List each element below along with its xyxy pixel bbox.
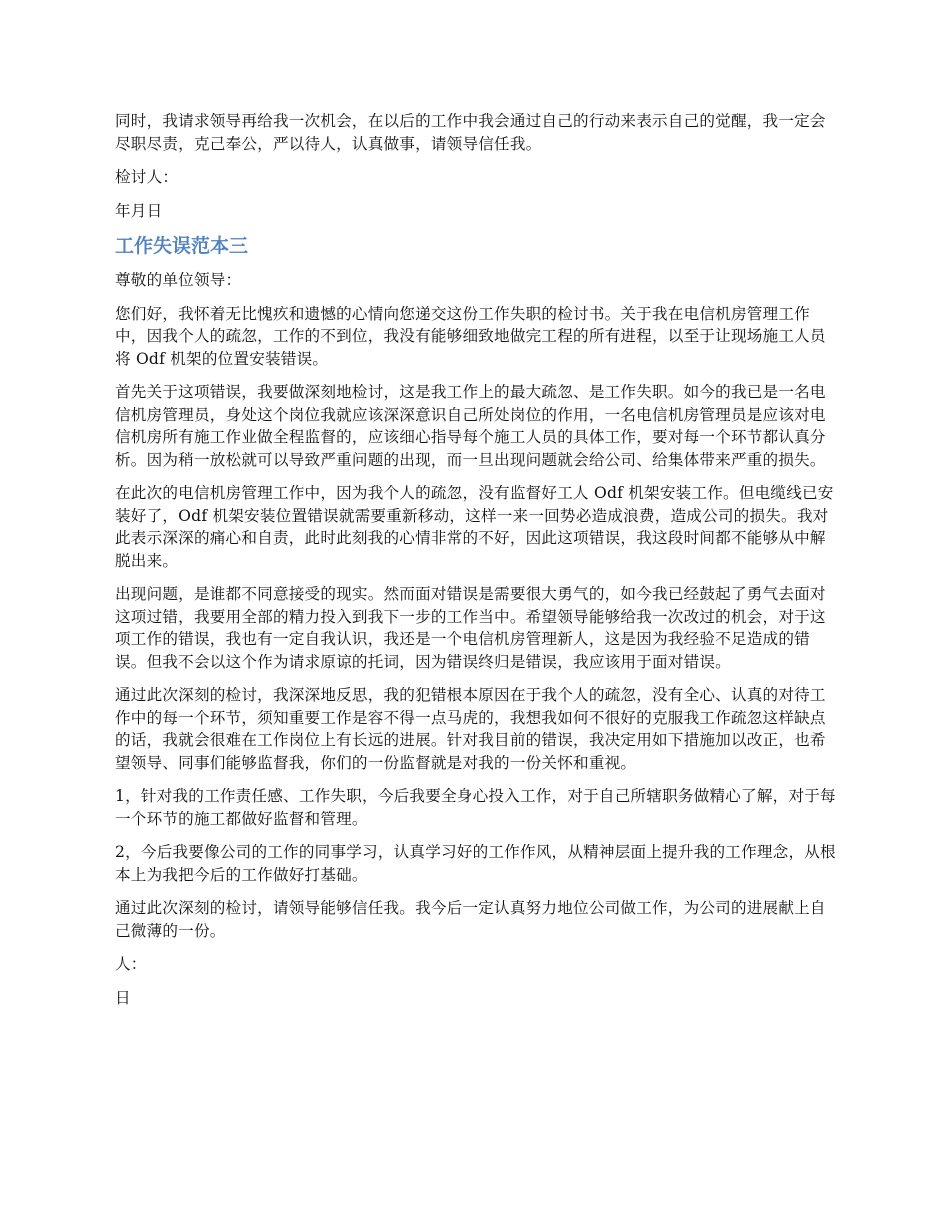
paragraph-incident: 在此次的电信机房管理工作中，因为我个人的疏忽，没有监督好工人 Odf 机架安装工作。但电缆线已安装好了，Odf 机架安装位置错误就需要重新移动，这样一来一回势必造成浪费，造成公司的损失。我对此表示深深的痛心和自责，此时此刻我的心情非常的不好，因此这项错误，我这段时间都不能够从中解脱出来。 (115, 484, 834, 570)
salutation: 尊敬的单位领导： (115, 271, 242, 289)
paragraph-facing-mistake: 出现问题，是谁都不同意接受的现实。然而面对错误是需要很大勇气的，如今我已经鼓起了勇气去面对这项过错，我要用全部的精力投入到我下一步的工作当中。希望领导能够给我一次改过的机会，对于这项工作的错误，我也有一定自我认识，我还是一个电信机房管理新人，这是因为我经验不足造成的错误。但我不会以这个作为请求原谅的托词，因为错误终归是错误，我应该用于面对错误。 (115, 585, 826, 671)
signature-person-line: 人： (115, 955, 147, 973)
paragraph-closing: 通过此次深刻的检讨，请领导能够信任我。我今后一定认真努力地位公司做工作，为公司的进展献上自己微薄的一份。 (115, 899, 826, 940)
paragraph-introduction: 您们好，我怀着无比愧疚和遗憾的心情向您递交这份工作失职的检讨书。关于我在电信机房管理工作中，因我个人的疏忽，工作的不到位，我没有能够细致地做完工程的所有进程，以至于让现场施工人员将 Odf 机架的位置安装错误。 (115, 304, 826, 368)
list-item-measure-2: 2，今后我要像公司的工作的同事学习，认真学习好的工作作风，从精神层面上提升我的工作理念，从根本上为我把今后的工作做好打基础。 (115, 843, 836, 884)
section-heading: 工作失误范本三 (115, 235, 249, 257)
list-item-measure-1: 1，针对我的工作责任感、工作失职，今后我要全身心投入工作，对于自己所辖职务做精心了解，对于每一个环节的施工都做好监督和管理。 (115, 787, 836, 828)
paragraph-reflection: 通过此次深刻的检讨，我深深地反思，我的犯错根本原因在于我个人的疏忽，没有全心、认真的对待工作中的每一个环节，须知重要工作是容不得一点马虎的，我想我如何不很好的克服我工作疏忽这样缺点的话，我就会很难在工作岗位上有长远的进展。针对我目前的错误，我决定用如下措施加以改正，也希望领导、同事们能够监督我，你们的一份监督就是对我的一份关怀和重视。 (115, 686, 826, 772)
reviewer-signature-line: 检讨人： (115, 168, 179, 186)
document-page (115, 110, 840, 1020)
signature-date-line: 日 (115, 988, 131, 1007)
paragraph-request-another-chance: 同时，我请求领导再给我一次机会，在以后的工作中我会通过自己的行动来表示自己的觉醒，我一定会尽职尽责，克己奉公，严以待人，认真做事，请领导信任我。 (115, 112, 826, 153)
date-line: 年月日 (115, 201, 163, 220)
paragraph-self-review: 首先关于这项错误，我要做深刻地检讨，这是我工作上的最大疏忽、是工作失职。如今的我已是一名电信机房管理员，身处这个岗位我就应该深深意识自己所处岗位的作用，一名电信机房管理员是应该对电信机房所有施工作业做全程监督的，应该细心指导每个施工人员的具体工作，要对每一个环节都认真分析。因为稍一放松就可以导致严重问题的出现，而一旦出现问题就会给公司、给集体带来严重的损失。 (115, 383, 826, 469)
